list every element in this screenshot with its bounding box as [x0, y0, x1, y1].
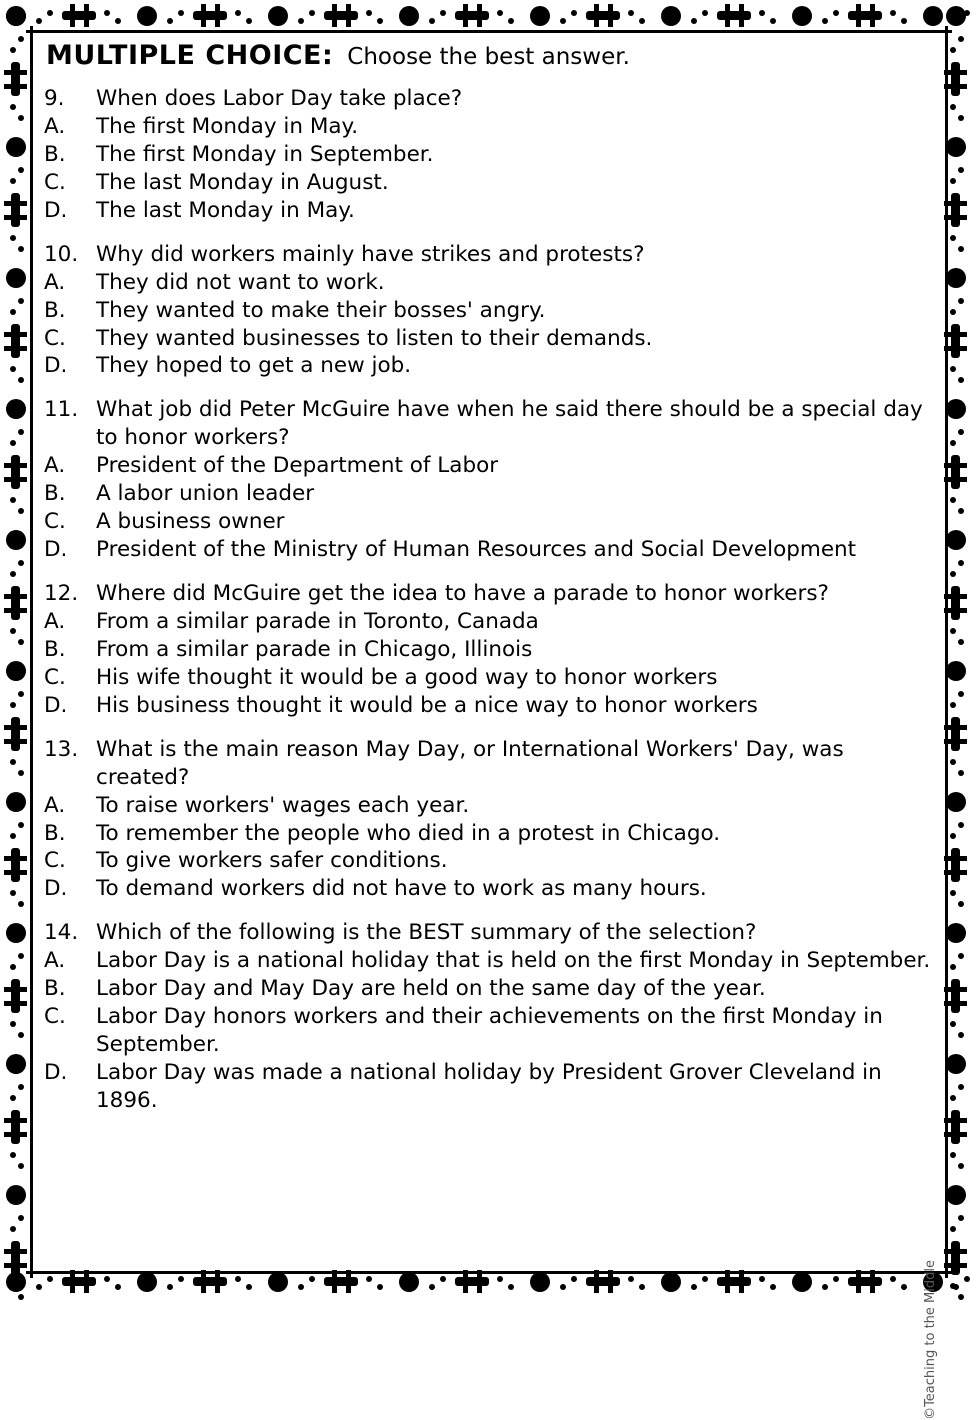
question-prompt-row — [44, 85, 934, 113]
answer-choice[interactable] — [44, 352, 934, 380]
answer-choice[interactable] — [44, 113, 934, 141]
answer-choice-letter: C. — [44, 1004, 66, 1030]
answer-choice[interactable] — [44, 875, 934, 903]
answer-choice-letter: B. — [44, 820, 66, 846]
answer-choice[interactable] — [44, 820, 934, 848]
answer-choice-letter: D. — [44, 692, 68, 718]
section-instruction: Choose the best answer. — [347, 44, 630, 70]
answer-choice[interactable] — [44, 636, 934, 664]
question-block — [44, 241, 934, 381]
answer-choice-letter: C. — [44, 169, 66, 195]
question-number: 14. — [44, 920, 79, 946]
question-number: 9. — [44, 86, 65, 111]
answer-choice[interactable] — [44, 947, 934, 975]
question-prompt-row — [44, 919, 934, 947]
answer-choice[interactable] — [44, 452, 934, 480]
answer-choice[interactable] — [44, 169, 934, 197]
answer-choice-text: President of the Department of Labor — [96, 453, 499, 479]
answer-choice-letter: B. — [44, 636, 66, 662]
answer-choice[interactable] — [44, 792, 934, 820]
worksheet-content — [44, 40, 934, 1260]
answer-choice-text: The first Monday in May. — [96, 113, 359, 139]
answer-choice[interactable] — [44, 608, 934, 636]
question-text: Where did McGuire get the idea to have a parade to honor workers? — [96, 581, 829, 606]
question-number: 10. — [44, 241, 79, 267]
question-text: When does Labor Day take place? — [96, 86, 463, 111]
question-text: What job did Peter McGuire have when he said there should be a special day to honor workers? — [96, 397, 923, 451]
answer-choice-text: Labor Day honors workers and their achievements on the first Monday in September. — [96, 1004, 883, 1058]
answer-choice-letter: D. — [44, 1060, 68, 1085]
answer-choice-text: To remember the people who died in a protest in Chicago. — [96, 820, 721, 846]
answer-choice-text: The last Monday in August. — [96, 169, 389, 195]
answer-choice-letter: D. — [44, 197, 68, 223]
question-block — [44, 919, 934, 1115]
answer-choice-letter: A. — [44, 608, 66, 634]
question-text: Why did workers mainly have strikes and protests? — [96, 241, 645, 267]
section-title: MULTIPLE CHOICE: — [46, 40, 334, 71]
answer-choice-text: A business owner — [96, 509, 285, 535]
copyright-credit: ©Teaching to the Middle — [923, 1260, 938, 1420]
question-prompt-row — [44, 241, 934, 269]
answer-choice-text: From a similar parade in Chicago, Illinois — [96, 636, 533, 662]
answer-choice[interactable] — [44, 269, 934, 297]
question-prompt-row — [44, 736, 934, 792]
answer-choice[interactable] — [44, 975, 934, 1003]
answer-choice-letter: D. — [44, 537, 68, 563]
question-number: 11. — [44, 397, 79, 423]
answer-choice-text: President of the Ministry of Human Resources and Social Development — [96, 537, 857, 563]
answer-choice[interactable] — [44, 297, 934, 325]
answer-choice-letter: A. — [44, 948, 66, 974]
answer-choice[interactable] — [44, 197, 934, 225]
answer-choice-letter: D. — [44, 353, 68, 379]
answer-choice-letter: A. — [44, 113, 66, 139]
answer-choice-text: From a similar parade in Toronto, Canada — [96, 608, 539, 634]
border-inner-rule-left — [30, 26, 33, 1278]
answer-choice[interactable] — [44, 325, 934, 353]
question-number: 13. — [44, 736, 79, 762]
answer-choice-text: They wanted to make their bosses' angry. — [96, 297, 546, 323]
answer-choice-text: The last Monday in May. — [96, 197, 355, 223]
answer-choice-text: To raise workers' wages each year. — [96, 792, 470, 818]
question-block — [44, 396, 934, 564]
answer-choice-letter: C. — [44, 664, 66, 690]
answer-choice-letter: B. — [44, 481, 66, 507]
answer-choice-letter: C. — [44, 509, 66, 535]
section-heading — [46, 40, 934, 71]
answer-choice[interactable] — [44, 536, 934, 564]
answer-choice-letter: C. — [44, 325, 66, 351]
answer-choice-letter: A. — [44, 792, 66, 818]
answer-choice-text: The first Monday in September. — [96, 141, 434, 167]
answer-choice[interactable] — [44, 508, 934, 536]
answer-choice-letter: B. — [44, 976, 66, 1002]
answer-choice-letter: A. — [44, 453, 66, 479]
answer-choice-text: They wanted businesses to listen to their demands. — [96, 325, 653, 351]
question-block — [44, 580, 934, 720]
answer-choice[interactable] — [44, 141, 934, 169]
border-inner-rule-bottom — [26, 1271, 952, 1274]
question-block — [44, 736, 934, 904]
answer-choice[interactable] — [44, 1059, 934, 1115]
answer-choice-text: Labor Day and May Day are held on the same day of the year. — [96, 976, 766, 1002]
border-inner-rule-right — [945, 26, 948, 1278]
question-text: What is the main reason May Day, or International Workers' Day, was created? — [96, 736, 844, 790]
answer-choice-text: His business thought it would be a nice way to honor workers — [96, 692, 758, 718]
question-prompt-row — [44, 580, 934, 608]
answer-choice-letter: D. — [44, 876, 68, 902]
answer-choice[interactable] — [44, 480, 934, 508]
answer-choice-text: To demand workers did not have to work as many hours. — [96, 876, 707, 902]
answer-choice-text: His wife thought it would be a good way to honor workers — [96, 664, 718, 690]
answer-choice[interactable] — [44, 1003, 934, 1059]
question-prompt-row — [44, 396, 934, 452]
border-inner-rule-top — [26, 30, 952, 33]
question-number: 12. — [44, 581, 79, 606]
answer-choice-letter: C. — [44, 848, 66, 874]
answer-choice-letter: B. — [44, 141, 66, 167]
answer-choice[interactable] — [44, 664, 934, 692]
answer-choice-text: Labor Day is a national holiday that is held on the first Monday in September. — [96, 948, 931, 974]
answer-choice-text: Labor Day was made a national holiday by President Grover Cleveland in 1896. — [96, 1060, 882, 1113]
answer-choice[interactable] — [44, 692, 934, 720]
question-block — [44, 85, 934, 225]
question-list — [44, 85, 934, 1115]
answer-choice-text: They did not want to work. — [96, 269, 385, 295]
answer-choice[interactable] — [44, 847, 934, 875]
answer-choice-text: To give workers safer conditions. — [96, 848, 448, 874]
question-text: Which of the following is the BEST summary of the selection? — [96, 920, 757, 946]
answer-choice-text: They hoped to get a new job. — [96, 353, 412, 379]
answer-choice-text: A labor union leader — [96, 481, 315, 507]
answer-choice-letter: A. — [44, 269, 66, 295]
answer-choice-letter: B. — [44, 297, 66, 323]
